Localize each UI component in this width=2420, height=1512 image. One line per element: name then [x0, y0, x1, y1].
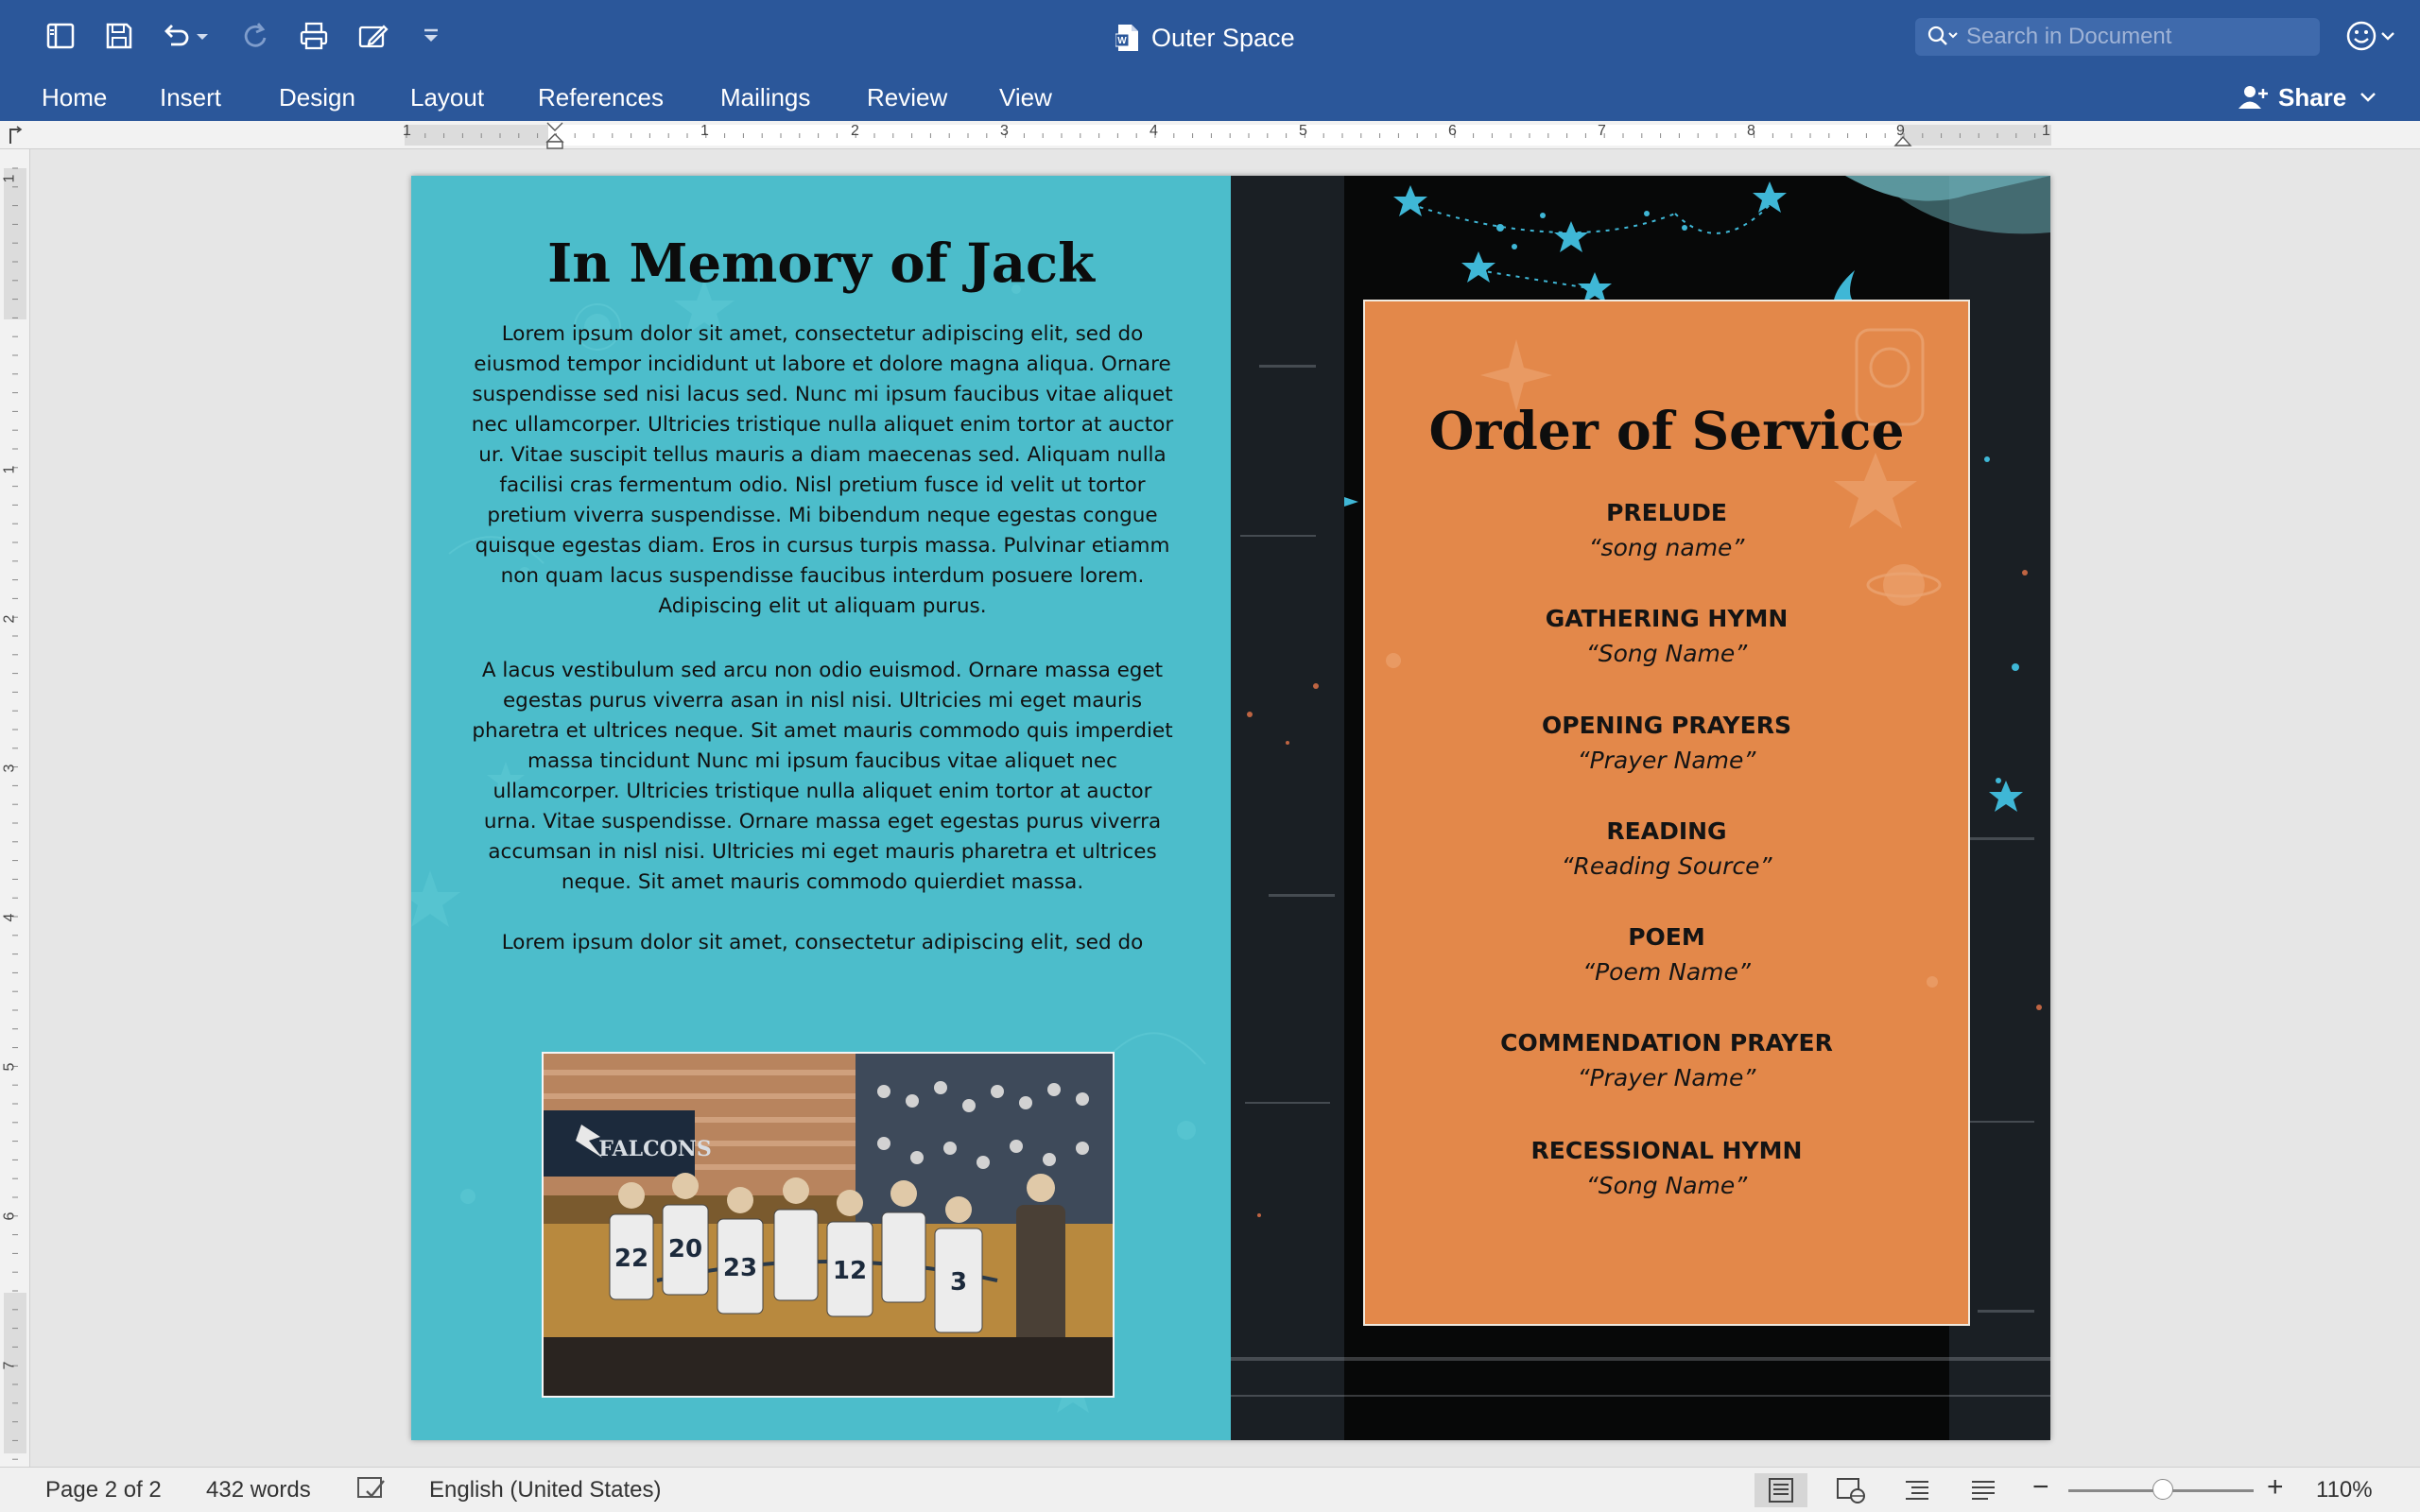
- print-layout-view-button[interactable]: [1754, 1473, 1807, 1507]
- save-icon[interactable]: [100, 17, 138, 55]
- ruler-number: 6: [1, 1211, 18, 1221]
- ruler-number: 5: [1299, 123, 1307, 139]
- redo-icon[interactable]: [236, 17, 274, 55]
- service-item-poem[interactable]: [1365, 920, 1968, 990]
- ruler-ticks: [0, 121, 2420, 149]
- ruler-number: 2: [851, 123, 859, 139]
- tab-review[interactable]: Review: [867, 83, 948, 112]
- ruler-number: 7: [1, 1361, 18, 1370]
- memorial-paragraph-1[interactable]: Lorem ipsum dolor sit amet, consectetur adipiscing elit, sed do eiusmod tempor incididunt ut labore et dolore magna aliqua. Ornare suspendisse sed nisi lacus sed. Nunc mi ipsum faucibus vitae aliquet nec ullamcorper. Ultricies tristique nulla aliquet enim tortor at auctor ur. Vitae suscipit tellus mauris a diam maecenas sed. Aliquam nulla facilisi cras fermentum odio. Nisl pretium fusce id velit ut tortor pretium viverra suspendisse. Mi bibendum neque egestas congue quisque egestas diam. Eros in cursus turpis massa. Pulvinar etiamm non quam lacus suspendisse faucibus interdum posuere lorem. Adipiscing elit ut aliquam purus.: [471, 322, 1174, 618]
- service-item-heading: READING: [1606, 817, 1727, 845]
- print-icon[interactable]: [295, 17, 333, 55]
- web-layout-view-button[interactable]: [1824, 1473, 1877, 1507]
- memorial-title[interactable]: In Memory of Jack: [547, 232, 1095, 295]
- zoom-in-button[interactable]: +: [2267, 1471, 2284, 1503]
- ruler-number: 4: [1, 913, 18, 922]
- service-item-heading: GATHERING HYMN: [1545, 605, 1789, 632]
- horizontal-ruler[interactable]: [0, 121, 2420, 149]
- service-item-detail: “Song Name”: [1585, 1172, 1748, 1199]
- memorial-paragraph-3[interactable]: Lorem ipsum dolor sit amet, consectetur adipiscing elit, sed do: [501, 931, 1144, 954]
- ruler-number: 1: [1, 174, 18, 183]
- ruler-number: 1: [1, 465, 18, 474]
- service-item-prelude[interactable]: [1365, 496, 1968, 566]
- service-item-detail: “Poem Name”: [1582, 958, 1751, 986]
- tab-insert[interactable]: Insert: [160, 83, 222, 112]
- vertical-ruler-ticks: [0, 149, 30, 1468]
- document-page[interactable]: [411, 176, 2050, 1440]
- tab-home[interactable]: Home: [42, 83, 108, 112]
- svg-text:W: W: [1117, 36, 1127, 46]
- tab-design[interactable]: Design: [279, 83, 355, 112]
- draft-icon: [1969, 1477, 1997, 1503]
- order-of-service-box[interactable]: [1363, 300, 1970, 1326]
- service-item-heading: RECESSIONAL HYMN: [1530, 1137, 1803, 1164]
- search-input[interactable]: [1966, 24, 2316, 50]
- service-item-commendation-prayer[interactable]: [1365, 1026, 1968, 1096]
- service-item-opening-prayers[interactable]: [1365, 709, 1968, 779]
- memorial-paragraph-2[interactable]: A lacus vestibulum sed arcu non odio euismod. Ornare massa eget egestas purus viverra asan in nisl nisi. Ultricies mi eget mauris pharetra et ultrices neque. Sit amet mauris commodo quis imperdiet massa tincidunt Nunc mi ipsum faucibus vitae aliquet nec ullamcorper. Ultricies tristique nulla aliquet enim tortor at auctor urna. Vitae suspendisse. Ornare massa eget egestas purus viverra accumsan in nisl nisi. Ultricies mi eget mauris pharetra et ultrices neque. Sit amet mauris commodo quierdiet massa.: [472, 659, 1173, 894]
- memorial-text-panel[interactable]: [411, 176, 1231, 1440]
- search-icon: [1927, 25, 1959, 49]
- zoom-level[interactable]: 110%: [2316, 1477, 2373, 1503]
- ruler-number: 6: [1448, 123, 1457, 139]
- ruler-number: 7: [1598, 123, 1606, 139]
- print-layout-icon: [1767, 1477, 1795, 1503]
- service-item-detail: “Prayer Name”: [1577, 747, 1756, 774]
- service-item-detail: “Prayer Name”: [1577, 1064, 1756, 1091]
- ruler-number: 1: [700, 123, 709, 139]
- service-item-recessional-hymn[interactable]: [1365, 1134, 1968, 1204]
- search-box[interactable]: [1915, 18, 2320, 56]
- tab-references[interactable]: References: [538, 83, 664, 112]
- ruler-number: 1: [403, 123, 411, 139]
- indent-marker-icon[interactable]: [544, 121, 565, 149]
- right-indent-marker-icon[interactable]: [1893, 121, 1913, 149]
- language-indicator[interactable]: English (United States): [429, 1477, 662, 1503]
- ruler-number: 5: [1, 1062, 18, 1072]
- jersey-number: 20: [667, 1235, 703, 1263]
- sidebar-toggle-icon[interactable]: [42, 17, 79, 55]
- zoom-out-button[interactable]: −: [2032, 1471, 2049, 1503]
- proofing-icon[interactable]: [355, 1475, 388, 1503]
- ruler-number: 3: [1000, 123, 1009, 139]
- service-item-heading: PRELUDE: [1606, 499, 1727, 526]
- jersey-number: 3: [949, 1268, 968, 1297]
- edit-document-icon[interactable]: [354, 17, 391, 55]
- undo-dropdown-icon[interactable]: [193, 17, 212, 55]
- ruler-number: 4: [1150, 123, 1158, 139]
- tab-layout[interactable]: Layout: [410, 83, 485, 112]
- undo-icon[interactable]: [157, 17, 195, 55]
- basketball-team-image: [544, 1054, 1113, 1396]
- document-title-text: Outer Space: [1151, 23, 1295, 52]
- service-item-detail: “Song Name”: [1585, 640, 1748, 667]
- tab-view[interactable]: View: [999, 83, 1052, 112]
- outline-icon: [1903, 1477, 1931, 1503]
- order-of-service-title[interactable]: Order of Service: [1428, 400, 1905, 461]
- web-layout-icon: [1836, 1477, 1866, 1503]
- ruler-number: 3: [1, 764, 18, 773]
- ruler-number: 1: [2042, 123, 2050, 139]
- word-count[interactable]: 432 words: [206, 1477, 311, 1503]
- customize-toolbar-icon[interactable]: [412, 17, 450, 55]
- jersey-number: 22: [614, 1245, 649, 1273]
- page-count[interactable]: Page 2 of 2: [45, 1477, 162, 1503]
- share-label: Share: [2278, 82, 2347, 112]
- word-document-icon: [1115, 24, 1140, 52]
- status-bar: [0, 1467, 2420, 1512]
- service-item-gathering-hymn[interactable]: [1365, 602, 1968, 672]
- share-button[interactable]: [2237, 79, 2382, 115]
- smiley-icon: [2346, 19, 2403, 53]
- chevron-down-icon[interactable]: [2354, 83, 2382, 112]
- service-item-detail: “Reading Source”: [1561, 852, 1772, 880]
- feedback-smiley-button[interactable]: [2346, 17, 2403, 55]
- ribbon-tabs: [0, 76, 2420, 121]
- document-title: [1115, 21, 1342, 55]
- ruler-number: 9: [1896, 123, 1905, 139]
- title-bar: [0, 0, 2420, 76]
- vertical-ruler[interactable]: [0, 149, 30, 1468]
- outline-view-button[interactable]: [1891, 1473, 1944, 1507]
- jersey-number: 12: [832, 1257, 868, 1285]
- team-photo[interactable]: [542, 1052, 1115, 1398]
- jersey-number: 23: [722, 1254, 758, 1282]
- service-item-detail: “song name”: [1588, 534, 1745, 561]
- draft-view-button[interactable]: [1957, 1473, 2010, 1507]
- ruler-number: 2: [1, 614, 18, 624]
- add-person-icon: [2237, 83, 2271, 112]
- service-item-heading: POEM: [1628, 923, 1705, 951]
- service-item-reading[interactable]: [1365, 815, 1968, 885]
- service-item-heading: COMMENDATION PRAYER: [1500, 1029, 1833, 1057]
- ruler-number: 8: [1747, 123, 1755, 139]
- zoom-slider-thumb[interactable]: [2152, 1479, 2173, 1500]
- tab-mailings[interactable]: Mailings: [720, 83, 811, 112]
- service-item-heading: OPENING PRAYERS: [1542, 712, 1791, 739]
- photo-banner-text: FALCONS: [598, 1137, 712, 1161]
